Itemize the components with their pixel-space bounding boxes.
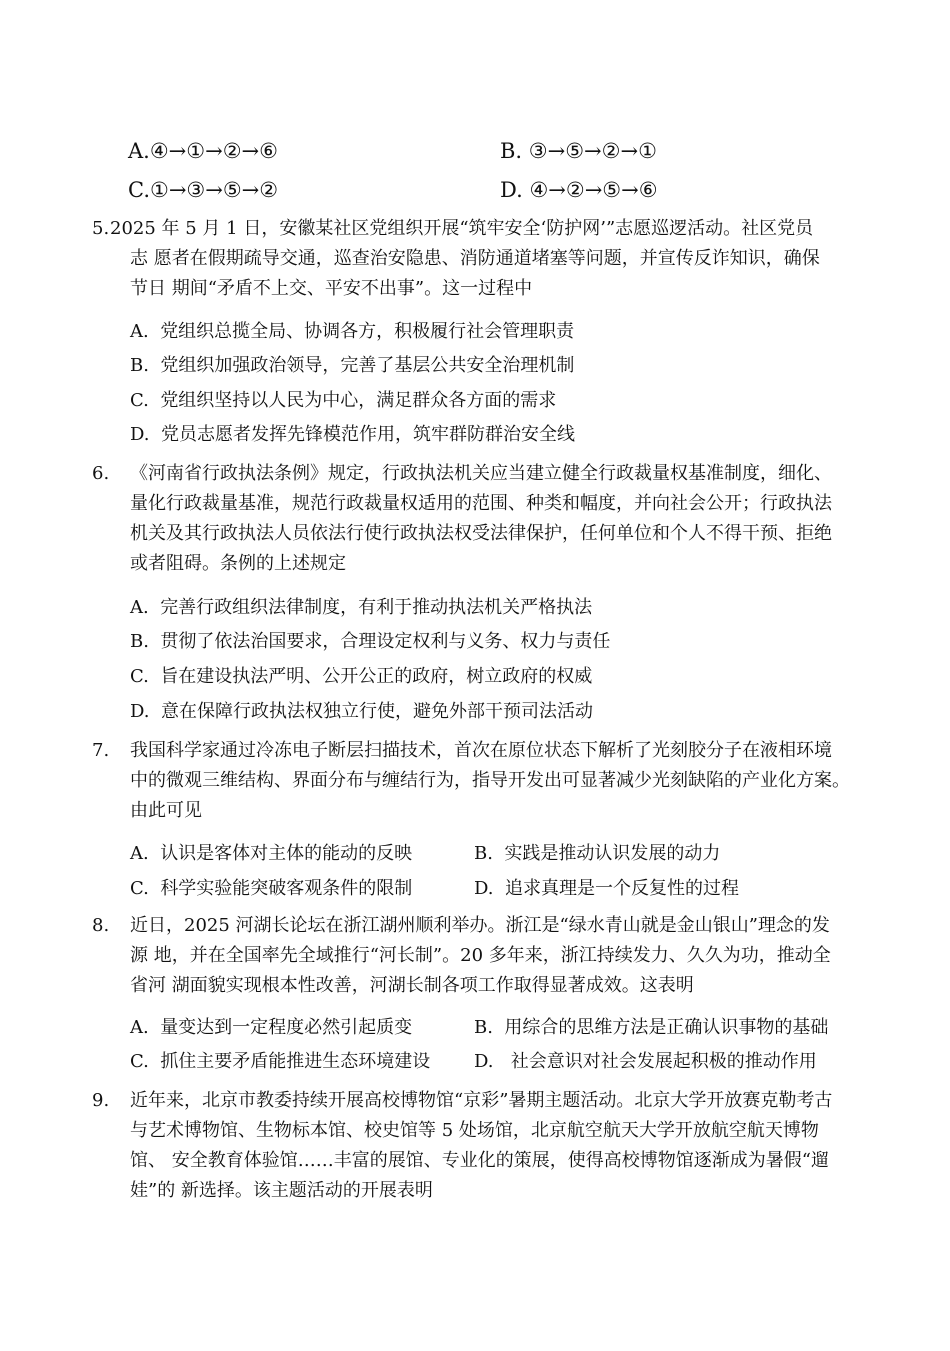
q7-number: 7. [92,740,110,761]
q9-stem-line-3: 馆、 安全教育体验馆……丰富的展馆、专业化的策展，使得高校博物馆逐渐成为暑假“遛 [130,1150,829,1171]
option-text: ④→②→⑤→⑥ [529,178,658,202]
option-text: ①→③→⑤→② [150,178,279,202]
q6-stem-line-2: 量化行政裁量基准，规范行政裁量权适用的范围、种类和幅度，并向社会公开；行政执法 [130,493,832,514]
q8-stem-line-1: 近日，2025 河湖长论坛在浙江湖州顺利举办。浙江是“绿水青山就是金山银山”理念的发 [130,915,830,936]
q5-option-d [130,423,575,447]
option-letter: B. [500,139,523,163]
option-text: 党组织坚持以人民为中心，满足群众各方面的需求 [160,390,557,411]
q5-stem-line-1: 2025 年 5 月 1 日，安徽某社区党组织开展“筑牢安全‘防护网’”志愿巡逻活动。社区党员 [110,218,814,239]
q6-option-c [130,665,592,689]
option-text: 追求真理是一个反复性的过程 [504,878,739,899]
q9-stem-line-1: 近年来，北京市教委持续开展高校博物馆“京彩”暑期主题活动。北京大学开放赛克勒考古 [130,1090,833,1111]
q4-option-a [128,139,278,163]
q7-stem-line-3: 由此可见 [130,800,202,821]
option-text: 贯彻了依法治国要求，合理设定权利与义务、权力与责任 [160,631,611,652]
option-letter: A. [128,139,150,163]
option-letter: C. [130,666,149,687]
option-letter: D. [130,424,150,445]
option-letter: A. [130,597,149,618]
q4-option-c [128,178,278,202]
q8-stem-line-3: 省河 湖面貌实现根本性改善，河湖长制各项工作取得显著成效。这表明 [130,975,694,996]
q9-number: 9. [92,1090,110,1111]
q7-option-a [130,842,412,866]
option-letter: C. [130,390,149,411]
q8-stem-line-2: 源 地，并在全国率先全域推行“河长制”。20 多年来，浙江持续发力、久久为功，推动全 [130,945,831,966]
option-text: 党员志愿者发挥先锋模范作用，筑牢群防群治安全线 [160,424,575,445]
q7-option-c [130,877,412,901]
option-letter: D. [474,878,494,899]
option-letter: C. [128,178,150,202]
q5-option-c [130,389,556,413]
option-letter: B. [130,631,149,652]
q8-option-b [474,1016,828,1040]
option-letter: D. [500,178,523,202]
q6-stem-line-4: 或者阻碍。条例的上述规定 [130,553,346,574]
q4-option-b [500,139,657,163]
option-letter: D. [130,701,150,722]
q6-number: 6. [92,463,110,484]
q5-option-a [130,320,574,344]
q5-number: 5. [92,218,110,239]
q7-stem-line-1: 我国科学家通过冷冻电子断层扫描技术，首次在原位状态下解析了光刻胶分子在液相环境 [130,740,832,761]
q7-option-b [474,842,720,866]
option-letter: B. [474,843,493,864]
option-text: 实践是推动认识发展的动力 [504,843,721,864]
option-text: 用综合的思维方法是正确认识事物的基础 [504,1017,829,1038]
q8-option-c [130,1050,430,1074]
option-text: 旨在建设执法严明、公开公正的政府，树立政府的权威 [160,666,593,687]
option-letter: A. [130,1017,149,1038]
q6-stem-line-1: 《河南省行政执法条例》规定，行政执法机关应当建立健全行政裁量权基准制度，细化、 [130,463,832,484]
q9-stem-line-4: 娃”的 新选择。该主题活动的开展表明 [130,1180,433,1201]
option-letter: A. [130,843,149,864]
q8-option-a [130,1016,412,1040]
q6-option-b [130,630,610,654]
option-text: 意在保障行政执法权独立行使，避免外部干预司法活动 [160,701,593,722]
q6-option-a [130,596,592,620]
option-text: ④→①→②→⑥ [149,139,278,163]
q5-option-b [130,354,574,378]
option-text: ③→⑤→②→① [528,139,657,163]
option-letter: C. [130,1051,149,1072]
option-text: 量变达到一定程度必然引起质变 [160,1017,413,1038]
q8-option-d [474,1050,817,1074]
q7-option-d [474,877,739,901]
option-letter: A. [130,321,149,342]
option-text: 党组织加强政治领导，完善了基层公共安全治理机制 [160,355,575,376]
option-text: 认识是客体对主体的能动的反映 [160,843,413,864]
option-letter: D. [474,1051,494,1072]
option-letter: C. [130,878,149,899]
q5-stem-line-2: 志 愿者在假期疏导交通，巡查治安隐患、消防通道堵塞等问题，并宣传反诈知识，确保 [130,248,820,269]
option-text: 党组织总揽全局、协调各方，积极履行社会管理职责 [160,321,575,342]
q8-number: 8. [92,915,110,936]
option-text: 社会意识对社会发展起积极的推动作用 [504,1051,817,1072]
q6-stem-line-3: 机关及其行政执法人员依法行使行政执法权受法律保护，任何单位和个人不得干预、拒绝 [130,523,832,544]
q4-option-d [500,178,658,202]
q9-stem-line-2: 与艺术博物馆、生物标本馆、校史馆等 5 处场馆，北京航空航天大学开放航空航天博物 [130,1120,819,1141]
option-letter: B. [474,1017,493,1038]
option-text: 完善行政组织法律制度，有利于推动执法机关严格执法 [160,597,593,618]
option-text: 抓住主要矛盾能推进生态环境建设 [160,1051,431,1072]
q7-stem-line-2: 中的微观三维结构、界面分布与缠结行为，指导开发出可显著减少光刻缺陷的产业化方案。 [130,770,850,791]
option-letter: B. [130,355,149,376]
q5-stem-line-3: 节日 期间“矛盾不上交、平安不出事”。这一过程中 [130,278,533,299]
option-text: 科学实验能突破客观条件的限制 [160,878,413,899]
q6-option-d [130,700,593,724]
